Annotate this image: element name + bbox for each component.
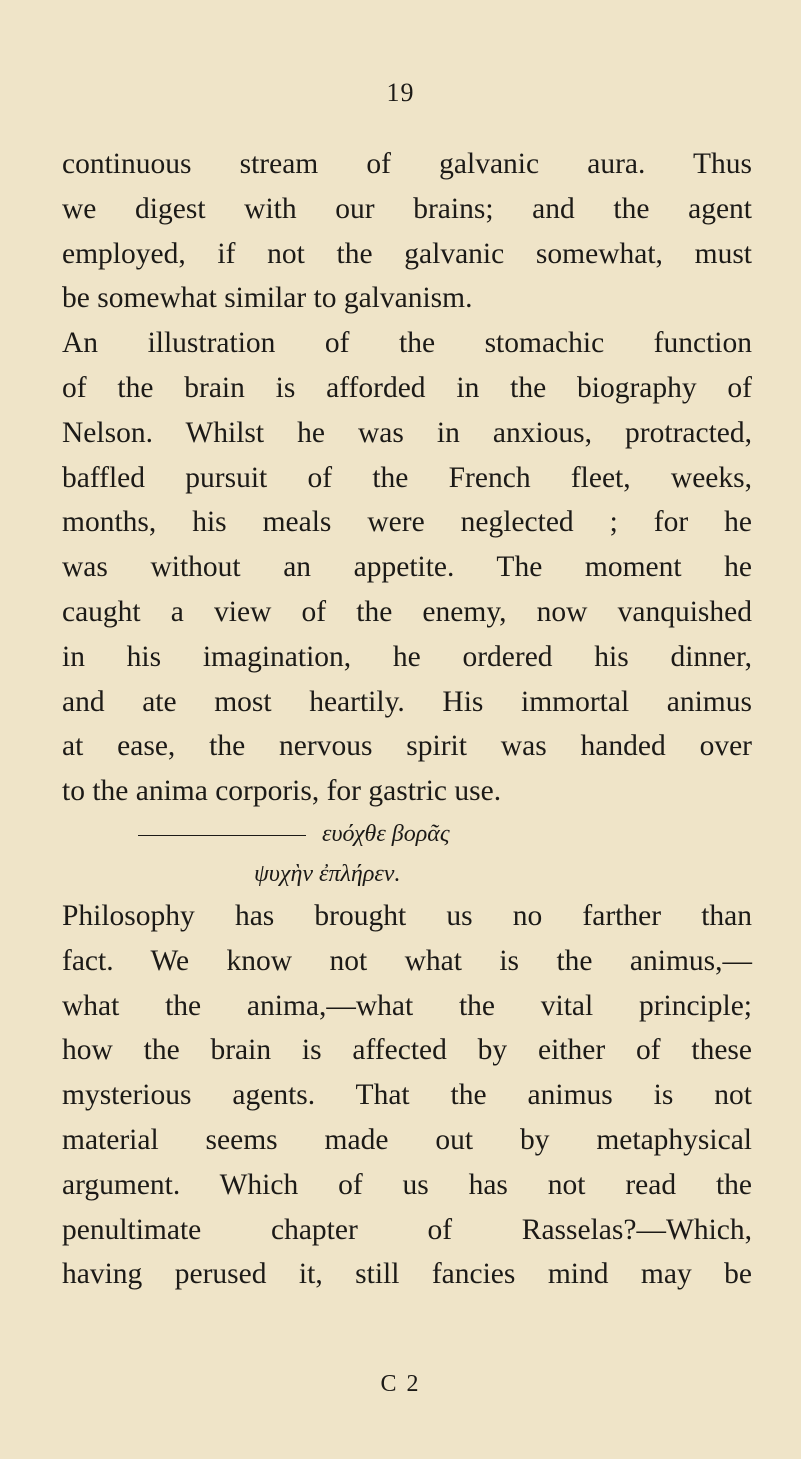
greek-text: ψυχὴν ἐπλήρεν. (254, 860, 401, 887)
text-line: in his imagination, he ordered his dinner, (62, 640, 752, 673)
text-line: material seems made out by metaphysical (62, 1123, 752, 1156)
text-line: fact. We know not what is the animus,— (62, 944, 752, 977)
text-line: months, his meals were neglected ; for he (62, 506, 752, 539)
greek-quote-line-1 (62, 814, 752, 854)
text-line: of the brain is afforded in the biography of (62, 371, 752, 404)
text-line: was without an appetite. The moment he (62, 551, 752, 584)
quote-rule (138, 835, 306, 836)
text-line: what the anima,—what the vital principle; (62, 989, 752, 1022)
text-line: Philosophy has brought us no farther than (62, 899, 752, 932)
text-line: continuous stream of galvanic aura. Thus (62, 148, 752, 180)
body-text (62, 142, 752, 1297)
text-line: An illustration of the stomachic function (62, 327, 752, 360)
greek-quote-line-2 (62, 854, 752, 894)
text-line: and ate most heartily. His immortal animus (62, 685, 752, 718)
text-line: Nelson. Whilst he was in anxious, protracted, (62, 416, 752, 449)
text-line: argument. Which of us has not read the (62, 1168, 752, 1201)
greek-text: ευόχθε βορᾶς (322, 820, 450, 847)
text-line: how the brain is affected by either of these (62, 1034, 752, 1067)
text-line: mysterious agents. That the animus is not (62, 1079, 752, 1112)
text-line: to the anima corporis, for gastric use. (62, 775, 502, 808)
text-line: having perused it, still fancies mind may be (62, 1258, 752, 1291)
text-line: baffled pursuit of the French fleet, weeks, (62, 461, 752, 494)
text-line: employed, if not the galvanic somewhat, must (62, 237, 752, 270)
text-line: we digest with our brains; and the agent (62, 192, 752, 225)
text-line: penultimate chapter of Rasselas?—Which, (62, 1213, 752, 1246)
text-line: at ease, the nervous spirit was handed over (62, 730, 752, 763)
page-number: 19 (386, 78, 415, 107)
signature-mark: C 2 (380, 1371, 421, 1397)
text-line: caught a view of the enemy, now vanquished (62, 595, 752, 628)
text-line: be somewhat similar to galvanism. (62, 282, 473, 315)
